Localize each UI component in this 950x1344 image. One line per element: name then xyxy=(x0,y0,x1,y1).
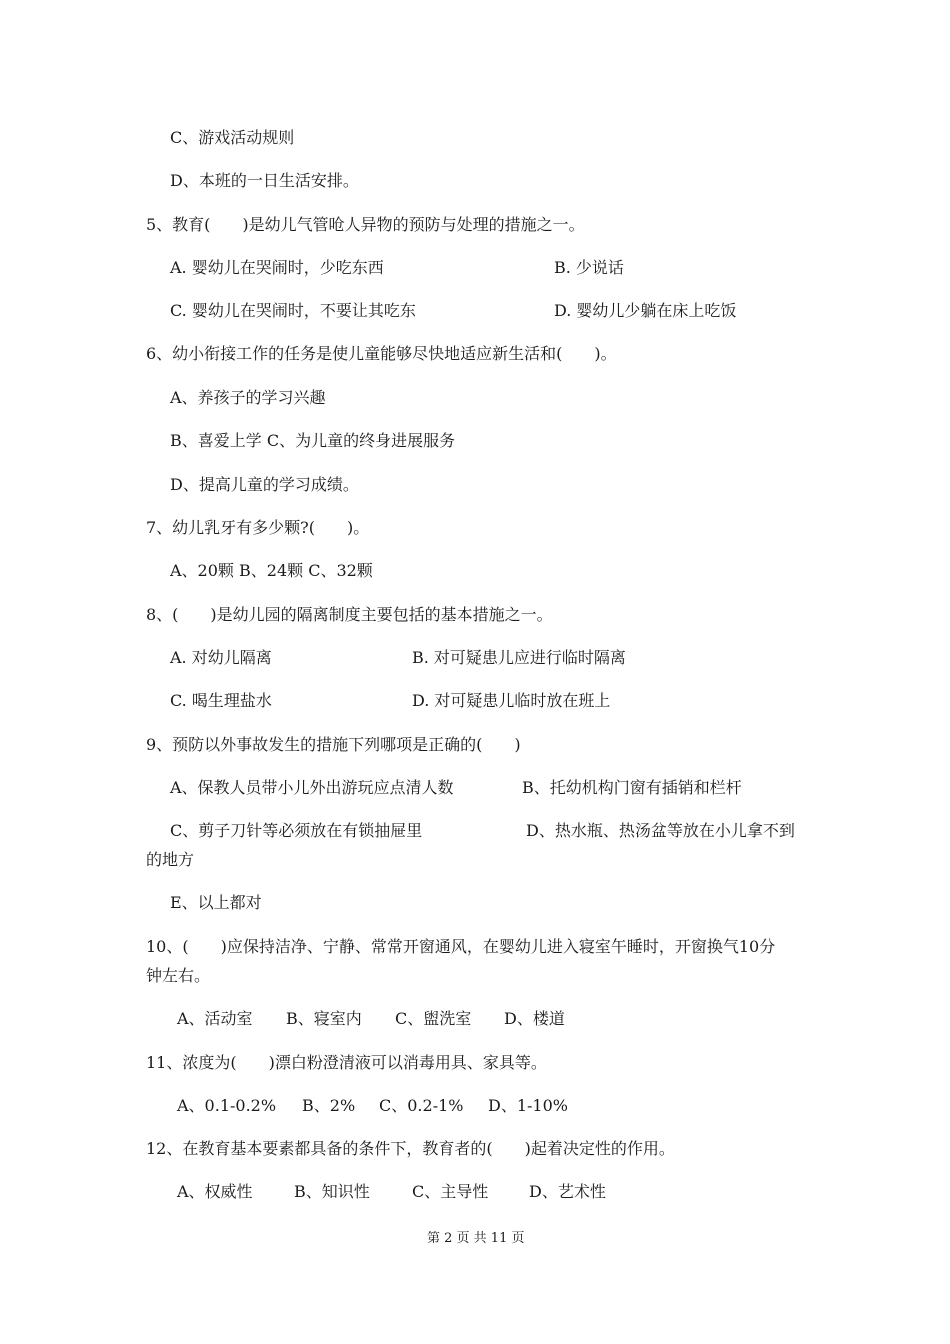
option-c-11: C、0.2-1% xyxy=(379,1096,464,1115)
option-bc-6: B、喜爱上学 C、为儿童的终身进展服务 xyxy=(170,431,456,450)
option-a-10: A、活动室 xyxy=(177,1009,253,1028)
question-10-continued: 钟左右。 xyxy=(146,966,211,985)
option-c-9: C、剪子刀针等必须放在有锁抽屉里 xyxy=(170,821,423,840)
question-8: 8、( )是幼儿园的隔离制度主要包括的基本措施之一。 xyxy=(146,605,553,624)
option-a-9: A、保教人员带小儿外出游玩应点清人数 xyxy=(170,778,454,797)
option-c-10: C、盥洗室 xyxy=(395,1009,472,1028)
option-d-4: D、本班的一日生活安排。 xyxy=(170,171,359,190)
option-b-11: B、2% xyxy=(302,1096,356,1115)
option-d-5: D. 婴幼儿少躺在床上吃饭 xyxy=(554,301,737,320)
option-c-12: C、主导性 xyxy=(412,1182,489,1201)
option-b-8: B. 对可疑患儿应进行临时隔离 xyxy=(412,648,626,667)
option-b-5: B. 少说话 xyxy=(554,258,624,277)
question-11: 11、浓度为( )漂白粉澄清液可以消毒用具、家具等。 xyxy=(146,1053,547,1072)
question-12: 12、在教育基本要素都具备的条件下，教育者的( )起着决定性的作用。 xyxy=(146,1139,675,1158)
options-7: A、20颗 B、24颗 C、32颗 xyxy=(170,561,373,580)
option-c-4: C、游戏活动规则 xyxy=(170,128,295,147)
option-b-12: B、知识性 xyxy=(294,1182,370,1201)
option-d-10: D、楼道 xyxy=(504,1009,565,1028)
option-b-9: B、托幼机构门窗有插销和栏杆 xyxy=(522,778,742,797)
option-c-5: C. 婴幼儿在哭闹时，不要让其吃东 xyxy=(170,301,416,320)
question-5: 5、教育( )是幼儿气管呛人异物的预防与处理的措施之一。 xyxy=(146,215,585,234)
option-e-9: E、以上都对 xyxy=(170,893,262,912)
option-a-11: A、0.1-0.2% xyxy=(177,1096,277,1115)
option-d-11: D、1-10% xyxy=(488,1096,568,1115)
question-6: 6、幼小衔接工作的任务是使儿童能够尽快地适应新生活和( )。 xyxy=(146,344,617,363)
option-a-6: A、养孩子的学习兴趣 xyxy=(170,388,326,407)
option-c-8: C. 喝生理盐水 xyxy=(170,691,272,710)
question-7: 7、幼儿乳牙有多少颗?( )。 xyxy=(146,518,370,537)
option-d-12: D、艺术性 xyxy=(529,1182,606,1201)
option-d-9-continued: 的地方 xyxy=(146,850,195,869)
option-d-9: D、热水瓶、热汤盆等放在小儿拿不到 xyxy=(526,821,795,840)
option-b-10: B、寝室内 xyxy=(286,1009,362,1028)
option-a-5: A. 婴幼儿在哭闹时，少吃东西 xyxy=(170,258,384,277)
option-d-8: D. 对可疑患儿临时放在班上 xyxy=(412,691,611,710)
page-footer: 第 2 页 共 11 页 xyxy=(427,1231,525,1246)
option-d-6: D、提高儿童的学习成绩。 xyxy=(170,475,359,494)
question-9: 9、预防以外事故发生的措施下列哪项是正确的( ) xyxy=(146,735,521,754)
option-a-12: A、权威性 xyxy=(177,1182,253,1201)
option-a-8: A. 对幼儿隔离 xyxy=(170,648,272,667)
question-10: 10、( )应保持洁净、宁静、常常开窗通风，在婴幼儿进入寝室午睡时，开窗换气10分 xyxy=(146,937,776,956)
